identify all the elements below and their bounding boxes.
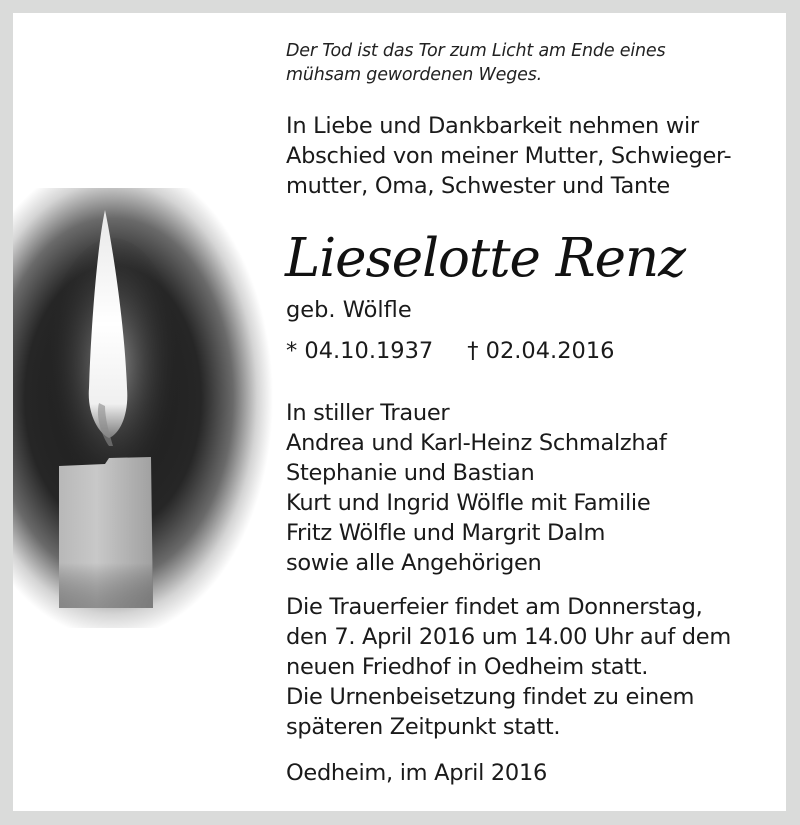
mourner-item: Stephanie und Bastian [286,460,535,486]
ceremony-line: neuen Friedhof in Oedheim statt. [286,654,649,680]
mourners-heading: In stiller Trauer [286,400,450,426]
ceremony-line: den 7. April 2016 um 14.00 Uhr auf dem [286,624,731,650]
birth-date: * 04.10.1937 [286,338,434,364]
candle-image [13,188,273,628]
intro-line: mutter, Oma, Schwester und Tante [286,173,670,199]
death-date: † 02.04.2016 [467,338,615,364]
ceremony-line: späteren Zeitpunkt statt. [286,714,561,740]
intro-text [286,111,731,201]
ceremony-line: Die Urnenbeisetzung findet zu einem [286,684,695,710]
obituary-card [13,13,786,811]
mourners-list [286,398,666,578]
intro-line: Abschied von meiner Mutter, Schwieger- [286,143,732,169]
deceased-name: Lieselotte Renz [285,228,686,289]
ceremony-line: Die Trauerfeier findet am Donnerstag, [286,594,703,620]
intro-line: In Liebe und Dankbarkeit nehmen wir [286,113,699,139]
place-date: Oedheim, im April 2016 [286,760,547,786]
life-dates [286,336,614,366]
motto-line: mühsam gewordenen Weges. [286,65,542,85]
motto-line: Der Tod ist das Tor zum Licht am Ende eines [286,41,666,61]
mourner-item: Kurt und Ingrid Wölfle mit Familie [286,490,651,516]
mourner-item: Fritz Wölfle und Margrit Dalm [286,520,606,546]
maiden-name: geb. Wölfle [286,297,412,323]
ceremony-info [286,592,731,742]
mourner-item: sowie alle Angehörigen [286,550,542,576]
mourner-item: Andrea und Karl-Heinz Schmalzhaf [286,430,667,456]
motto-quote [286,39,665,87]
